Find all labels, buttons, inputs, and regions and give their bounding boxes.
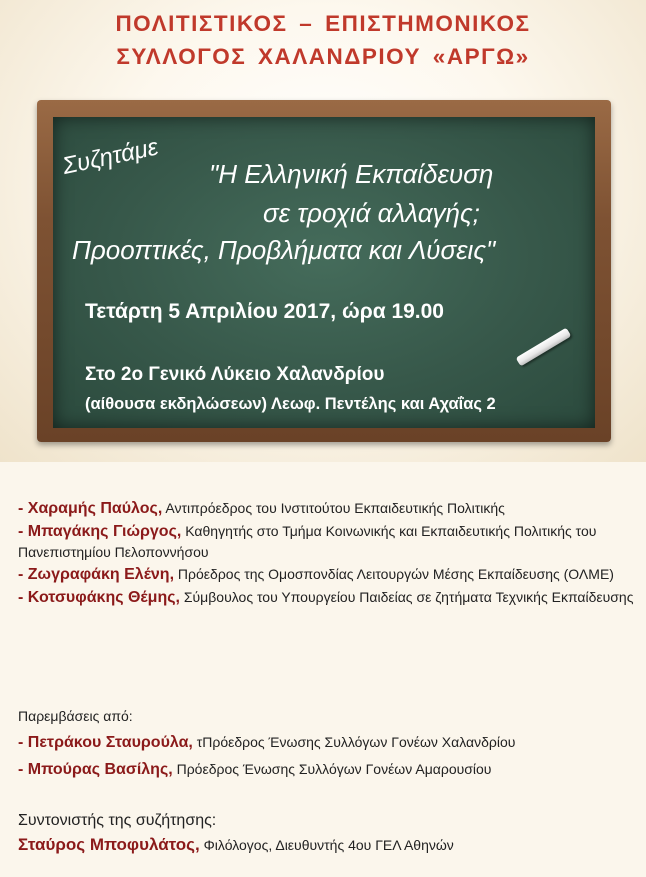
speaker-description: Αντιπρόεδρος του Ινστιτούτου Εκπαιδευτικής Πολιτικής (162, 500, 505, 516)
speaker-name: - Χαραμής Παύλος, (18, 500, 163, 517)
speaker-description: Σύμβουλος του Υπουργείου Παιδείας σε ζητήματα Τεχνικής Εκπαίδευσης (179, 589, 634, 605)
blackboard-frame (37, 100, 611, 442)
event-title-line1: "Η Ελληνική Εκπαίδευση (209, 159, 494, 189)
interventions-list (18, 730, 638, 784)
speaker-name: - Ζωγραφάκη Ελένη, (18, 566, 175, 583)
speaker-item (18, 521, 638, 562)
organization-title-line1: ΠΟΛΙΤΙΣΤΙΚΟΣ – ΕΠΙΣΤΗΜΟΝΙΚΟΣ (115, 11, 531, 36)
intervention-name: - Πετράκου Σταυρούλα, (18, 734, 193, 751)
speaker-description: Καθηγητής στο Τμήμα Κοινωνικής και Εκπαιδευτικής Πολιτικής του Πανεπιστημίου Πελοποννήσου (18, 523, 597, 560)
event-title-line2: σε τροχιά αλλαγής; (263, 198, 480, 228)
blackboard (53, 117, 595, 428)
chalk-icon (516, 328, 572, 367)
speaker-item (18, 564, 638, 585)
speaker-item (18, 498, 638, 519)
intervention-description: τΠρόεδρος Ένωσης Συλλόγων Γονέων Χαλανδρίου (192, 734, 516, 750)
discuss-label: Συζητάμε (60, 133, 161, 181)
organization-title-line2: ΣΥΛΛΟΓΟΣ ΧΑΛΑΝΔΡΙΟΥ «ΑΡΓΩ» (116, 44, 530, 69)
interventions-title: Παρεμβάσεις από: (18, 708, 133, 724)
intervention-description: Πρόεδρος Ένωσης Συλλόγων Γονέων Αμαρουσίου (172, 761, 492, 777)
speaker-item (18, 587, 638, 608)
coordinator (18, 835, 638, 855)
event-date: Τετάρτη 5 Απριλίου 2017, ώρα 19.00 (85, 300, 444, 323)
speakers-list (18, 498, 638, 610)
coordinator-title: Συντονιστής της συζήτησης: (18, 812, 217, 829)
intervention-item (18, 757, 638, 782)
coordinator-name: Σταύρος Μποφυλάτος, (18, 835, 200, 854)
speaker-name: - Κοτσυφάκης Θέμης, (18, 589, 180, 606)
event-venue: Στο 2ο Γενικό Λύκειο Χαλανδρίου (85, 364, 385, 385)
intervention-name: - Μπούρας Βασίλης, (18, 761, 173, 778)
event-title-line3: Προοπτικές, Προβλήματα και Λύσεις" (72, 235, 496, 265)
event-address: (αίθουσα εκδηλώσεων) Λεωφ. Πεντέλης και Αχαΐας 2 (85, 395, 496, 413)
speaker-description: Πρόεδρος της Ομοσπονδίας Λειτουργών Μέσης Εκπαίδευσης (ΟΛΜΕ) (174, 566, 614, 582)
intervention-item (18, 730, 638, 755)
coordinator-description: Φιλόλογος, Διευθυντής 4ου ΓΕΛ Αθηνών (199, 837, 454, 853)
speaker-name: - Μπαγάκης Γιώργος, (18, 523, 182, 540)
